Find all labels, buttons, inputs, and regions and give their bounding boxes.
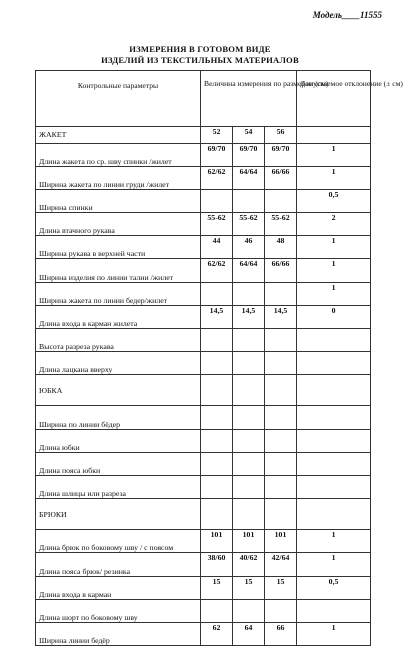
size-value: [265, 599, 297, 622]
tolerance-value: [297, 475, 371, 498]
size-value: [201, 352, 233, 375]
size-value: [233, 189, 265, 212]
size-value: [233, 282, 265, 305]
tolerance-cell: [297, 375, 371, 406]
table-row: [36, 553, 371, 576]
size-value: 42/64: [265, 553, 297, 576]
size-value: [265, 352, 297, 375]
tolerance-value: 0: [297, 305, 371, 328]
size-value: 62/62: [201, 166, 233, 189]
param-label: Длина пояса юбки: [36, 452, 201, 475]
size-value: [265, 475, 297, 498]
tolerance-value: 1: [297, 530, 371, 553]
param-label: Ширина жакета по линии груди /жилет: [36, 166, 201, 189]
size-value: 55-62: [201, 213, 233, 236]
param-label: Ширина рукава в верхней части: [36, 236, 201, 259]
table-row: [36, 143, 371, 166]
size-header: [201, 375, 233, 406]
size-value: [233, 429, 265, 452]
size-value: [265, 429, 297, 452]
size-value: 66/66: [265, 259, 297, 282]
tolerance-value: 1: [297, 282, 371, 305]
tolerance-value: [297, 429, 371, 452]
size-value: 101: [265, 530, 297, 553]
size-value: 64/64: [233, 166, 265, 189]
tolerance-cell: [297, 127, 371, 144]
size-value: [265, 189, 297, 212]
table-header-row: [36, 71, 371, 127]
size-value: [201, 406, 233, 429]
tolerance-value: 1: [297, 622, 371, 645]
tolerance-value: [297, 352, 371, 375]
size-value: [233, 406, 265, 429]
table-row: [36, 576, 371, 599]
size-value: 44: [201, 236, 233, 259]
tolerance-value: 1: [297, 143, 371, 166]
size-value: 46: [233, 236, 265, 259]
size-value: 66: [265, 622, 297, 645]
table-row: [36, 429, 371, 452]
param-label: Длина брюк по боковому шву / с поясом: [36, 530, 201, 553]
table-row: [36, 352, 371, 375]
size-value: 38/60: [201, 553, 233, 576]
tolerance-value: 2: [297, 213, 371, 236]
param-label: Высота разреза рукава: [36, 329, 201, 352]
param-label: Ширина по линии бёдер: [36, 406, 201, 429]
document-subtitle: ИЗДЕЛИЙ ИЗ ТЕКСТИЛЬНЫХ МАТЕРИАЛОВ: [101, 55, 299, 65]
tolerance-value: 0,5: [297, 576, 371, 599]
table-row: [36, 189, 371, 212]
param-label: Ширина изделия по линии талии /жилет: [36, 259, 201, 282]
size-value: [201, 282, 233, 305]
param-label: Длина шлицы или разреза: [36, 475, 201, 498]
tolerance-value: [297, 406, 371, 429]
size-value: 14,5: [265, 305, 297, 328]
size-value: [201, 189, 233, 212]
size-value: [233, 352, 265, 375]
size-value: [233, 599, 265, 622]
tolerance-value: 1: [297, 259, 371, 282]
section-title: БРЮКИ: [36, 499, 201, 530]
section-title: ЖАКЕТ: [36, 127, 201, 144]
size-header: 54: [233, 127, 265, 144]
size-value: 64/64: [233, 259, 265, 282]
section-title: ЮБКА: [36, 375, 201, 406]
size-header: [265, 499, 297, 530]
tolerance-value: [297, 452, 371, 475]
size-value: [201, 429, 233, 452]
param-label: Длина юбки: [36, 429, 201, 452]
size-value: 69/70: [265, 143, 297, 166]
table-row: [36, 475, 371, 498]
size-value: 101: [233, 530, 265, 553]
tolerance-value: 0,5: [297, 189, 371, 212]
table-row: [36, 259, 371, 282]
size-value: 55-62: [233, 213, 265, 236]
size-header: [233, 499, 265, 530]
table-row: [36, 166, 371, 189]
param-label: Длина жакета по ср. шву спинки /жилет: [36, 143, 201, 166]
param-label: Длина лацкана вверху: [36, 352, 201, 375]
param-label: Длина втачного рукава: [36, 213, 201, 236]
size-value: 69/70: [201, 143, 233, 166]
size-header: [265, 375, 297, 406]
header-tolerance: Допускаемое отклонение (± см): [297, 71, 371, 127]
table-row: [36, 282, 371, 305]
size-value: [201, 599, 233, 622]
section-row-trousers: [36, 499, 371, 530]
tolerance-value: 1: [297, 166, 371, 189]
size-value: 62: [201, 622, 233, 645]
param-label: Длина входа в карман: [36, 576, 201, 599]
header-measure: Величина измерения по размерам (см): [201, 71, 297, 127]
size-value: [201, 452, 233, 475]
table-row: [36, 599, 371, 622]
section-row-jacket: [36, 127, 371, 144]
size-value: 62/62: [201, 259, 233, 282]
size-value: [265, 329, 297, 352]
table-row: [36, 622, 371, 645]
size-value: [265, 452, 297, 475]
size-value: [265, 282, 297, 305]
size-value: [265, 406, 297, 429]
section-row-skirt: [36, 375, 371, 406]
size-value: 15: [201, 576, 233, 599]
table-row: [36, 305, 371, 328]
table-row: [36, 329, 371, 352]
size-value: 14,5: [233, 305, 265, 328]
param-label: Длина шорт по боковому шву: [36, 599, 201, 622]
param-label: Ширина линии бедёр: [36, 622, 201, 645]
size-value: 101: [201, 530, 233, 553]
size-header: 52: [201, 127, 233, 144]
size-value: [201, 329, 233, 352]
tolerance-value: 1: [297, 236, 371, 259]
table-row: [36, 213, 371, 236]
size-value: [233, 452, 265, 475]
size-value: 55-62: [265, 213, 297, 236]
table-row: [36, 452, 371, 475]
header-params: Контрольные параметры: [36, 71, 201, 127]
tolerance-cell: [297, 499, 371, 530]
param-label: Ширина жакета по линии бедер/жилет: [36, 282, 201, 305]
tolerance-value: [297, 599, 371, 622]
tolerance-value: 1: [297, 553, 371, 576]
size-value: 15: [265, 576, 297, 599]
size-value: [233, 475, 265, 498]
size-value: 40/62: [233, 553, 265, 576]
size-value: [201, 475, 233, 498]
table-row: [36, 236, 371, 259]
size-header: [233, 375, 265, 406]
size-header: [201, 499, 233, 530]
size-value: 64: [233, 622, 265, 645]
size-value: 15: [233, 576, 265, 599]
param-label: Ширина спинки: [36, 189, 201, 212]
size-value: [233, 329, 265, 352]
document-title: ИЗМЕРЕНИЯ В ГОТОВОМ ВИДЕ: [129, 44, 271, 54]
size-value: 48: [265, 236, 297, 259]
param-label: Длина входа в карман жилета: [36, 305, 201, 328]
model-number: Модель____11555: [312, 10, 382, 20]
tolerance-value: [297, 329, 371, 352]
size-value: 66/66: [265, 166, 297, 189]
table-row: [36, 406, 371, 429]
size-value: 14,5: [201, 305, 233, 328]
size-header: 56: [265, 127, 297, 144]
param-label: Длина пояса брюк/ резинка: [36, 553, 201, 576]
measurements-table: [35, 70, 403, 646]
size-value: 69/70: [233, 143, 265, 166]
table-row: [36, 530, 371, 553]
